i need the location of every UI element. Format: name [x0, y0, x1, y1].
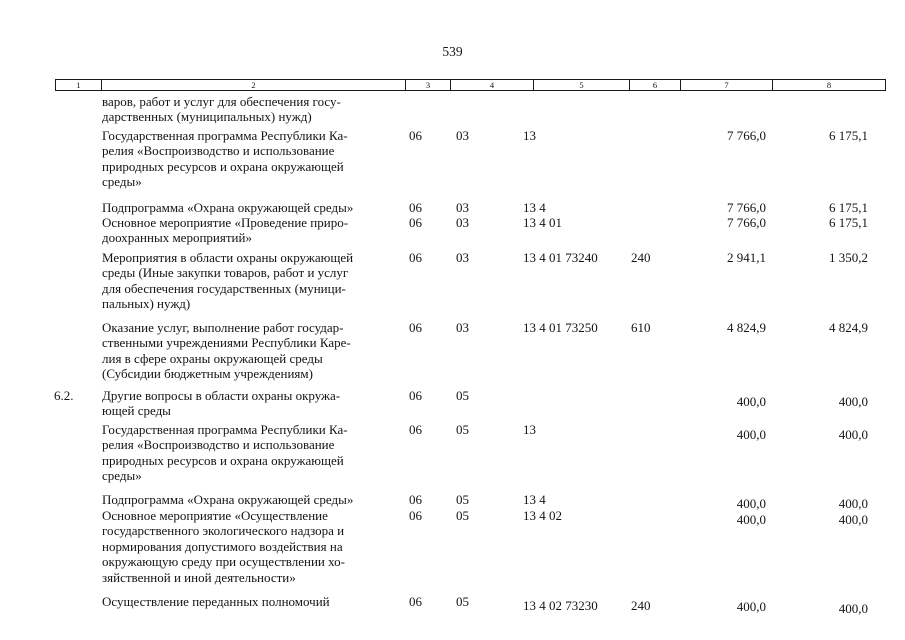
- header-col-6: 6: [652, 80, 658, 90]
- subsection-code: 03: [456, 250, 469, 265]
- row-name: Мероприятия в области охраны окружающей среды (Иные закупки товаров, работ и услуг для обеспечения государственных (муници- пальных) нужд): [102, 250, 354, 312]
- subsection-code: 05: [456, 508, 469, 523]
- target-article-code: 13 4 02 73230: [523, 598, 598, 613]
- subsection-code: 03: [456, 320, 469, 335]
- header-col-1: 1: [76, 80, 81, 90]
- amount-col-8: 400,0: [838, 394, 868, 409]
- row-name: Государственная программа Республики Ка- релия «Воспроизводство и использование природных ресурсов и охрана окружающей среды»: [102, 422, 348, 484]
- amount-col-7: 2 941,1: [727, 250, 766, 265]
- amount-col-8: 1 350,2: [829, 250, 868, 265]
- column-header-row: [55, 79, 886, 91]
- amount-col-8: 400,0: [838, 496, 868, 511]
- section-code: 06: [409, 200, 422, 215]
- amount-col-8: 6 175,1: [829, 128, 868, 143]
- amount-col-7: 400,0: [736, 427, 766, 442]
- row-number: 6.2.: [54, 388, 74, 403]
- amount-col-7: 7 766,0: [727, 215, 766, 230]
- subsection-code: 03: [456, 128, 469, 143]
- subsection-code: 05: [456, 492, 469, 507]
- section-code: 06: [409, 594, 422, 609]
- target-article-code: 13: [523, 422, 536, 437]
- row-name: Государственная программа Республики Ка- релия «Воспроизводство и использование природных ресурсов и охрана окружающей среды»: [102, 128, 348, 190]
- row-name: Подпрограмма «Охрана окружающей среды»: [102, 492, 354, 507]
- page-number: 539: [442, 44, 463, 59]
- amount-col-7: 400,0: [736, 512, 766, 527]
- target-article-code: 13 4 01: [523, 215, 562, 230]
- amount-col-8: 400,0: [838, 427, 868, 442]
- section-code: 06: [409, 250, 422, 265]
- row-name: Основное мероприятие «Проведение приро- доохранных мероприятий»: [102, 215, 349, 246]
- expense-type-code: 240: [631, 250, 651, 265]
- row-name: варов, работ и услуг для обеспечения госу- дарственных (муниципальных) нужд): [102, 94, 341, 125]
- section-code: 06: [409, 388, 422, 403]
- amount-col-8: 400,0: [838, 512, 868, 527]
- amount-col-8: 6 175,1: [829, 215, 868, 230]
- target-article-code: 13 4 02: [523, 508, 562, 523]
- subsection-code: 03: [456, 215, 469, 230]
- subsection-code: 05: [456, 388, 469, 403]
- amount-col-7: 4 824,9: [727, 320, 766, 335]
- amount-col-7: 400,0: [736, 496, 766, 511]
- target-article-code: 13 4 01 73240: [523, 250, 598, 265]
- subsection-code: 05: [456, 422, 469, 437]
- row-name: Оказание услуг, выполнение работ государ- ственными учреждениями Республики Каре- лия в сфере охраны окружающей среды (Субсидии бюджетным учреждениям): [102, 320, 351, 382]
- header-col-2: 2: [251, 80, 256, 90]
- header-col-7: 7: [724, 80, 729, 90]
- amount-col-7: 7 766,0: [727, 128, 766, 143]
- amount-col-8: 6 175,1: [829, 200, 868, 215]
- amount-col-7: 400,0: [736, 394, 766, 409]
- row-name: Осуществление переданных полномочий: [102, 594, 330, 609]
- subsection-code: 05: [456, 594, 469, 609]
- section-code: 06: [409, 422, 422, 437]
- header-col-3: 3: [425, 80, 431, 90]
- section-code: 06: [409, 128, 422, 143]
- target-article-code: 13 4 01 73250: [523, 320, 598, 335]
- row-name: Основное мероприятие «Осуществление государственного экологического надзора и нормирования допустимого воздействия на окружающую среду при осуществлении хо- зяйственной и иной деятельности»: [102, 508, 345, 585]
- subsection-code: 03: [456, 200, 469, 215]
- amount-col-8: 400,0: [838, 601, 868, 616]
- target-article-code: 13 4: [523, 200, 546, 215]
- amount-col-8: 4 824,9: [829, 320, 868, 335]
- header-col-4: 4: [489, 80, 495, 90]
- target-article-code: 13: [523, 128, 536, 143]
- expense-type-code: 610: [631, 320, 651, 335]
- section-code: 06: [409, 215, 422, 230]
- row-name: Другие вопросы в области охраны окружа- ющей среды: [102, 388, 341, 419]
- row-name: Подпрограмма «Охрана окружающей среды»: [102, 200, 354, 215]
- amount-col-7: 400,0: [736, 599, 766, 614]
- section-code: 06: [409, 492, 422, 507]
- section-code: 06: [409, 320, 422, 335]
- amount-col-7: 7 766,0: [727, 200, 766, 215]
- header-col-8: 8: [826, 80, 832, 90]
- expense-type-code: 240: [631, 598, 651, 613]
- header-col-5: 5: [579, 80, 584, 90]
- target-article-code: 13 4: [523, 492, 546, 507]
- section-code: 06: [409, 508, 422, 523]
